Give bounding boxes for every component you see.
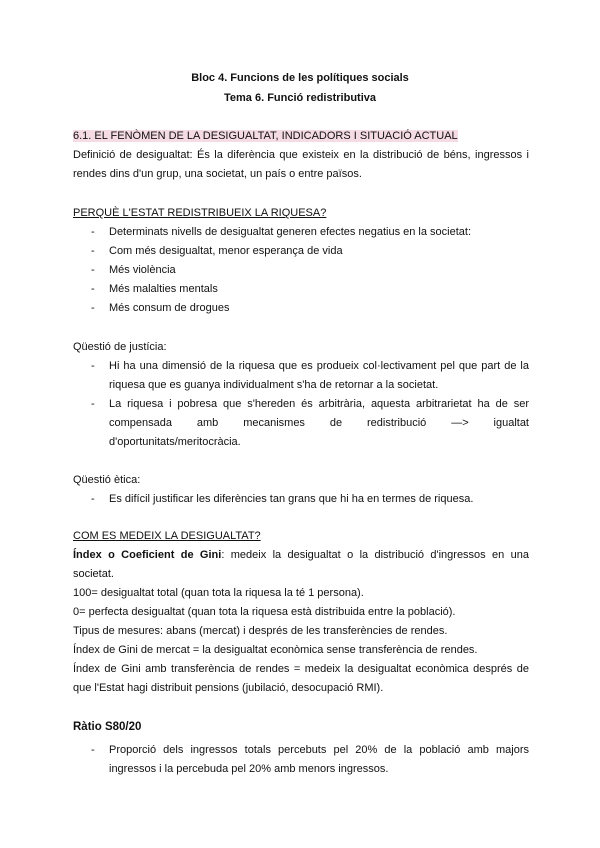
gini-paragraph <box>73 546 529 584</box>
list-item: - Més violència <box>73 261 529 280</box>
list-item: - Més malalties mentals <box>73 280 529 299</box>
definition-paragraph: Definició de desigualtat: És la diferència que existeix en la distribució de béns, ingressos i rendes dins d'un grup, una societat, un país o entre països. <box>73 149 529 180</box>
why-heading: PERQUÈ L'ESTAT REDISTRIBUEIX LA RIQUESA? <box>73 207 327 219</box>
list-item: - Més consum de drogues <box>73 299 529 318</box>
measure-section <box>73 527 529 698</box>
section-1-heading: 6.1. EL FENÒMEN DE LA DESIGUALTAT, INDICADORS I SITUACIÓ ACTUAL <box>73 130 458 142</box>
justice-label: Qüestió de justícia: <box>73 341 167 353</box>
ratio-list <box>73 741 529 779</box>
list-item: - Proporció dels ingressos totals percebuts pel 20% de la població amb majors ingressos i la percebuda pel 20% amb menors ingressos. <box>73 741 529 779</box>
list-item: - La riquesa i pobresa que s'hereden és arbitrària, aquesta arbitrarietat ha de ser compensada amb mecanismes de redistribució —> igualtat d'oportunitats/meritocràcia. <box>73 395 529 452</box>
tema-title: Tema 6. Funció redistributiva <box>224 92 376 104</box>
section-1 <box>73 127 529 184</box>
ratio-section <box>73 718 529 779</box>
ethics-section <box>73 471 529 509</box>
why-section <box>73 204 529 318</box>
measure-types-line: Tipus de mesures: abans (mercat) i després de les transferències de rendes. <box>73 625 448 637</box>
list-item: - Determinats nivells de desigualtat generen efectes negatius en la societat: <box>73 223 529 242</box>
document-header <box>0 68 600 108</box>
list-item: - Es difícil justificar les diferències tan grans que hi ha en termes de riquesa. <box>73 490 529 509</box>
gini-definition: : medeix la desigualtat o la distribució d'ingressos en una societat. <box>73 549 530 580</box>
ethics-list <box>73 490 529 509</box>
gini-market-line: Índex de Gini de mercat = la desigualtat econòmica sense transferència de rendes. <box>73 644 478 656</box>
bloc-title: Bloc 4. Funcions de les polítiques socials <box>191 72 409 84</box>
list-item: - Com més desigualtat, menor esperança de vida <box>73 242 529 261</box>
gini-100-line: 100= desigualtat total (quan tota la riquesa la té 1 persona). <box>73 587 364 599</box>
gini-transfer-paragraph: Índex de Gini amb transferència de rendes = medeix la desigualtat econòmica després de que l'Estat hagi distribuit pensions (jubilació, desocupació RMI). <box>73 663 529 694</box>
measure-heading: COM ES MEDEIX LA DESIGUALTAT? <box>73 530 261 542</box>
ethics-label: Qüestió ètica: <box>73 474 141 486</box>
why-list <box>73 223 529 318</box>
ratio-heading: Ràtio S80/20 <box>73 721 142 733</box>
justice-section <box>73 338 529 452</box>
justice-list <box>73 357 529 452</box>
gini-0-line: 0= perfecta desigualtat (quan tota la riquesa està distribuida entre la població). <box>73 606 456 618</box>
list-item: - Hi ha una dimensió de la riquesa que es produeix col·lectivament pel que part de la riquesa que es guanya individualment s'ha de retornar a la societat. <box>73 357 529 395</box>
gini-term: Índex o Coeficient de Gini <box>73 549 222 561</box>
